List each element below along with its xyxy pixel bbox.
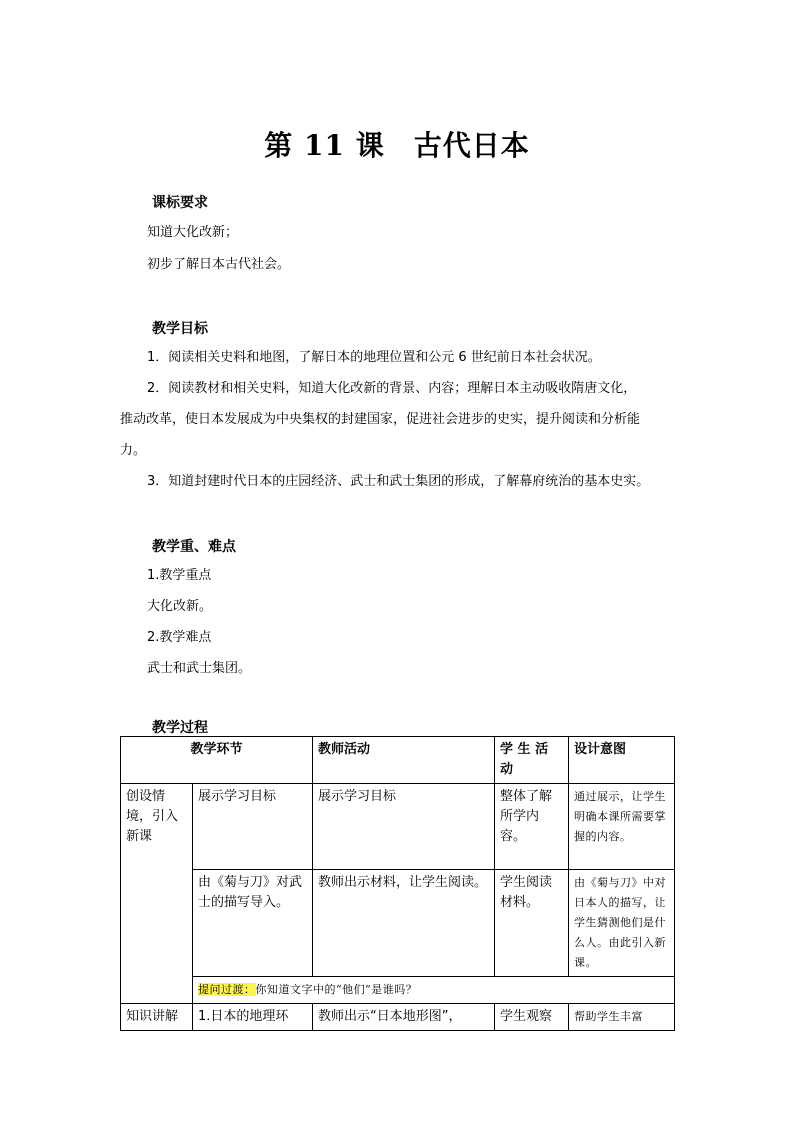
- header-stage: 教学环节: [121, 737, 313, 784]
- standards-item: 初步了解日本古代社会。: [147, 257, 291, 272]
- header-teacher: 教师活动: [313, 737, 495, 784]
- keypoints-heading: 教学重、难点: [152, 539, 236, 555]
- teaching-process-table: [120, 736, 675, 1031]
- cell-stage-intro: 创设情境，引入新课: [121, 784, 193, 1004]
- cell-stage-knowledge: 知识讲解: [121, 1004, 193, 1031]
- difficulty-label: 2.教学难点: [147, 630, 212, 645]
- transition-label: 提问过渡：: [198, 983, 256, 996]
- cell-design: 由《菊与刀》中对日本人的描写，让学生猜测他们是什么人。由此引入新课。: [569, 870, 675, 977]
- transition-text: 你知道文字中的“他们”是谁吗？: [255, 983, 418, 996]
- objective-1: 1．阅读相关史料和地图，了解日本的地理位置和公元 6 世纪前日本社会状况。: [147, 350, 601, 365]
- page-title: 第 11 课 古代日本: [264, 129, 530, 162]
- standards-item: 知道大化改新；: [147, 225, 239, 240]
- cell-sub: 1.日本的地理环: [193, 1004, 313, 1031]
- standards-heading: 课标要求: [152, 195, 208, 211]
- cell-student: 整体了解所学内容。: [495, 784, 569, 870]
- objectives-heading: 教学目标: [152, 321, 208, 337]
- header-design: 设计意图: [569, 737, 675, 784]
- table-row: [121, 870, 675, 977]
- table-row: [121, 784, 675, 870]
- cell-design: 通过展示，让学生明确本课所需要掌握的内容。: [569, 784, 675, 870]
- objective-2-line-1: 2．阅读教材和相关史料，知道大化改新的背景、内容；理解日本主动吸收隋唐文化，: [147, 381, 637, 396]
- cell-transition: [193, 977, 675, 1004]
- objective-2-line-3: 力。: [120, 443, 147, 458]
- table-row: [121, 1004, 675, 1031]
- cell-sub: 展示学习目标: [193, 784, 313, 870]
- process-heading: 教学过程: [152, 720, 208, 736]
- cell-student: 学生阅读材料。: [495, 870, 569, 977]
- header-student: 学 生 活 动: [495, 737, 569, 784]
- cell-teacher: 教师出示“日本地形图”，: [313, 1004, 495, 1031]
- cell-design: 帮助学生丰富: [569, 1004, 675, 1031]
- objective-3: 3．知道封建时代日本的庄园经济、武士和武士集团的形成，了解幕府统治的基本史实。: [147, 474, 650, 489]
- cell-teacher: 展示学习目标: [313, 784, 495, 870]
- key-point-text: 大化改新。: [147, 599, 213, 614]
- cell-teacher: 教师出示材料，让学生阅读。: [313, 870, 495, 977]
- cell-student: 学生观察: [495, 1004, 569, 1031]
- table-header-row: [121, 737, 675, 784]
- objective-2-line-2: 推动改革，使日本发展成为中央集权的封建国家，促进社会进步的史实，提升阅读和分析能: [120, 412, 641, 427]
- difficulty-text: 武士和武士集团。: [147, 661, 252, 676]
- key-point-label: 1.教学重点: [147, 568, 212, 583]
- cell-sub: 由《菊与刀》对武士的描写导入。: [193, 870, 313, 977]
- transition-row: [121, 977, 675, 1004]
